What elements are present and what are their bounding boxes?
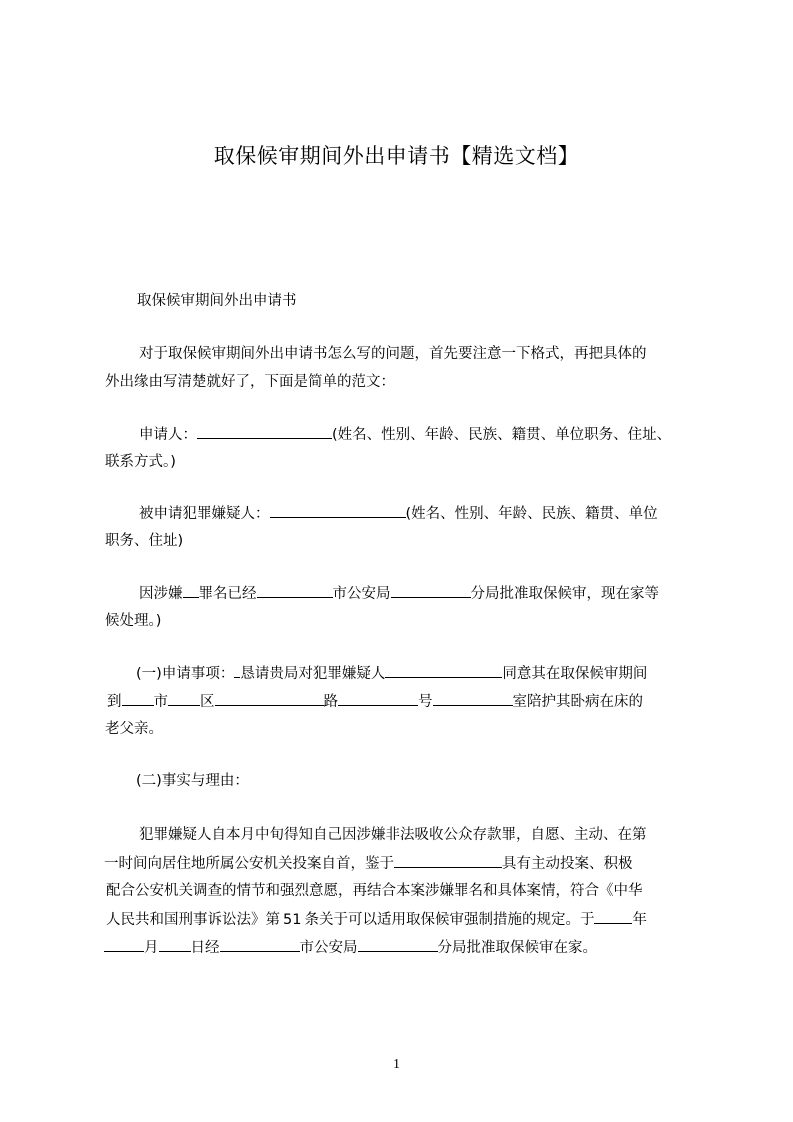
- case-text-2: 罪名已经: [198, 586, 257, 602]
- article-number: 51: [283, 912, 302, 928]
- request-text-3: 室陪护其卧病在床的: [512, 694, 643, 710]
- reasons-line-2: [104, 853, 633, 874]
- request-line-1: [136, 663, 647, 684]
- applicant-label: 申请人：: [139, 427, 197, 443]
- reasons-text-2a: 一时间向居住地所属公安机关投案自首，鉴于: [104, 856, 394, 872]
- case-text-4: 分局批准取保候审，现在家等: [470, 586, 659, 602]
- reasons-text-5b: 日经: [190, 940, 220, 956]
- request-road: 路: [323, 694, 338, 710]
- case-text-1: 因涉嫌: [139, 586, 183, 602]
- address-room-blank[interactable]: [433, 691, 513, 706]
- applicant-hint: (姓名、性别、年龄、民族、籍贯、单位职务、住址、: [332, 427, 672, 443]
- suspect-hint: (姓名、性别、年龄、民族、籍贯、单位: [405, 506, 658, 522]
- city-blank[interactable]: [257, 583, 333, 598]
- request-text-1: 恳请贵局对犯罪嫌疑人: [240, 666, 386, 682]
- branch-blank[interactable]: [391, 583, 471, 598]
- applicant-hint-cont: 联系方式。): [105, 454, 176, 470]
- request-to: 到: [107, 694, 122, 710]
- reasons-line-3: 配合公安机关调查的情节和强烈意愿，再结合本案涉嫌罪名和具体案情，符合《中华: [106, 883, 643, 899]
- reasons-text-2b: 具有主动投案、积极: [502, 856, 633, 872]
- reasons-text-4a: 人民共和国刑事诉讼法》第: [106, 912, 280, 928]
- suspect-label: 被申请犯罪嫌疑人：: [139, 506, 270, 522]
- address-district-blank[interactable]: [168, 691, 200, 706]
- request-text-2: 同意其在取保候审期间: [502, 666, 648, 682]
- reasons-year: 年: [632, 912, 647, 928]
- address-number-blank[interactable]: [338, 691, 418, 706]
- case-text-3: 市公安局: [332, 586, 391, 602]
- request-city: 市: [153, 694, 168, 710]
- request-line-2: [107, 691, 643, 712]
- reasons-line-4: [106, 909, 647, 930]
- request-number: 号: [418, 694, 433, 710]
- reasons-line-1: 犯罪嫌疑人自本月中旬得知自己因涉嫌非法吸收公众存款罪，自愿、主动、在第: [139, 827, 647, 843]
- address-city-blank[interactable]: [122, 691, 154, 706]
- reasons-city-blank[interactable]: [220, 937, 300, 952]
- suspect-hint-cont: 职务、住址): [105, 533, 184, 549]
- reasons-text-5d: 分局批准取保候审在家。: [437, 940, 597, 956]
- request-line-3: 老父亲。: [105, 721, 163, 737]
- request-heading: (一)申请事项：: [136, 666, 235, 682]
- suspect-name-blank[interactable]: [385, 663, 502, 678]
- reasons-branch-blank[interactable]: [358, 937, 438, 952]
- reasons-text-5c: 市公安局: [299, 940, 358, 956]
- reasons-text-4b: 条关于可以适用取保候审强制措施的规定。于: [304, 912, 595, 928]
- applicant-line: [139, 424, 671, 445]
- day-blank[interactable]: [159, 937, 191, 952]
- document-subtitle: 取保候审期间外出申请书: [137, 293, 297, 309]
- case-line-2: 候处理。): [105, 613, 162, 629]
- document-title: 取保候审期间外出申请书【精选文档】: [213, 144, 580, 168]
- month-blank[interactable]: [104, 937, 144, 952]
- intro-line-2: 外出缘由写清楚就好了，下面是简单的范文：: [105, 374, 395, 390]
- intro-line-1: 对于取保候审期间外出申请书怎么写的问题，首先要注意一下格式，再把具体的: [139, 346, 647, 362]
- address-road-blank[interactable]: [215, 691, 324, 706]
- reasons-heading: (二)事实与理由：: [136, 773, 249, 789]
- reasons-line-5: [104, 937, 597, 958]
- request-district: 区: [200, 694, 215, 710]
- page-number: 1: [393, 1057, 400, 1072]
- reasons-name-blank[interactable]: [394, 853, 502, 868]
- year-blank[interactable]: [594, 909, 632, 924]
- suspect-line: [139, 503, 658, 524]
- applicant-blank[interactable]: [197, 424, 332, 439]
- case-line: [139, 583, 659, 604]
- suspect-blank[interactable]: [270, 503, 406, 518]
- reasons-month: 月: [144, 940, 159, 956]
- charge-blank[interactable]: [183, 583, 199, 598]
